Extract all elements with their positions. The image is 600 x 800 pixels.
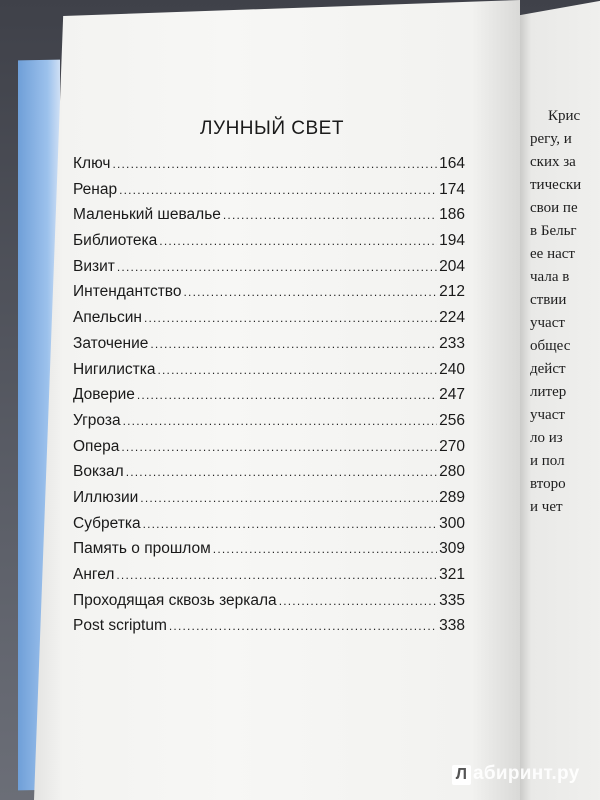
toc-entry-page: 204: [439, 257, 465, 275]
toc-entry-page: 240: [439, 360, 465, 378]
right-page-line: участ: [530, 315, 565, 331]
toc-entry: [73, 228, 465, 254]
labirint-logo-icon: Л: [452, 765, 471, 785]
toc-entry-page: 186: [439, 206, 465, 224]
toc-leader-dots: [116, 563, 437, 589]
toc-leader-dots: [150, 332, 437, 358]
toc-entry: [73, 279, 465, 305]
toc-entry-page: 321: [439, 566, 465, 583]
right-page-line: тически: [530, 177, 582, 193]
toc-leader-dots: [279, 589, 437, 615]
toc-entry-page: 194: [439, 232, 465, 250]
toc-entry-title: Проходящая сквозь зеркала: [73, 591, 277, 609]
right-page-line: участ: [530, 407, 565, 423]
right-page-line: литер: [530, 384, 567, 400]
toc-entry-page: 256: [439, 411, 465, 429]
toc-entry-title: Ключ: [73, 155, 111, 172]
toc-entry: [73, 434, 465, 460]
toc-leader-dots: [140, 486, 437, 512]
toc-entry: [73, 408, 465, 434]
right-page-text: [530, 105, 600, 519]
toc-leader-dots: [119, 178, 437, 204]
right-page-line: регу, и: [530, 131, 572, 147]
toc-entry-title: Нигилистка: [73, 360, 156, 378]
right-page-line: в Бельг: [530, 223, 577, 239]
toc-entry-title: Интендантство: [73, 283, 182, 301]
toc-entry-title: Ангел: [73, 566, 115, 583]
toc-entry-page: 247: [439, 386, 465, 404]
toc-leader-dots: [184, 280, 438, 306]
toc-leader-dots: [213, 537, 437, 563]
toc-leader-dots: [223, 203, 437, 229]
toc-entry-title: Визит: [73, 257, 115, 275]
toc-entry-page: 335: [439, 591, 465, 609]
toc-entry-page: 164: [439, 155, 465, 172]
toc-entry: [73, 613, 465, 639]
right-page-line: ло из: [530, 430, 563, 446]
toc-entry: [73, 382, 465, 408]
table-of-contents: [73, 118, 465, 639]
toc-entry-title: Апельсин: [73, 309, 142, 327]
toc-entry: [73, 305, 465, 331]
toc-entry-title: Вокзал: [73, 463, 124, 481]
right-page-line: ее наст: [530, 246, 575, 262]
right-page-line: и чет: [530, 499, 563, 515]
toc-entry: [73, 357, 465, 383]
toc-entry: [73, 536, 465, 562]
toc-entry-title: Иллюзии: [73, 488, 139, 506]
toc-title: ЛУННЫЙ СВЕТ: [200, 118, 344, 139]
toc-entry: [73, 331, 465, 357]
toc-entry-page: 289: [439, 488, 465, 506]
toc-entry-title: Библиотека: [73, 232, 158, 250]
toc-leader-dots: [157, 358, 437, 384]
toc-entry: [73, 562, 465, 588]
labirint-watermark: [452, 763, 580, 785]
right-page-line: чала в: [530, 269, 570, 285]
toc-entry-page: 174: [439, 180, 465, 198]
toc-entry-page: 224: [439, 309, 465, 327]
toc-entry-page: 212: [439, 283, 465, 301]
toc-entry: [73, 202, 465, 228]
right-page-line: ствии: [530, 292, 567, 308]
right-page-line: дейст: [530, 361, 566, 377]
right-page-line: свои пе: [530, 200, 578, 216]
toc-entry-page: 270: [439, 437, 465, 455]
toc-entry-page: 280: [439, 463, 465, 481]
watermark-text: абиринт.ру: [473, 763, 580, 784]
toc-entry: [73, 151, 465, 177]
right-page-line: ских за: [530, 154, 576, 170]
right-page-line: Крис: [548, 108, 581, 124]
toc-entry: [73, 254, 465, 280]
toc-entry-title: Субретка: [73, 514, 141, 532]
toc-entry-page: 300: [439, 514, 465, 532]
toc-entry-page: 233: [439, 334, 465, 352]
toc-list: [73, 151, 465, 639]
toc-entry-title: Доверие: [73, 386, 135, 404]
right-page-line: второ: [530, 476, 566, 492]
toc-entry: [73, 511, 465, 537]
toc-entry-title: Маленький шевалье: [73, 206, 221, 224]
toc-leader-dots: [126, 460, 437, 486]
right-page-line: и пол: [530, 453, 565, 469]
toc-leader-dots: [143, 512, 438, 538]
toc-leader-dots: [121, 435, 437, 461]
toc-entry-title: Угроза: [73, 411, 121, 429]
toc-entry-title: Post scriptum: [73, 617, 167, 635]
toc-leader-dots: [112, 152, 437, 178]
toc-leader-dots: [137, 383, 437, 409]
toc-leader-dots: [117, 255, 437, 281]
toc-leader-dots: [144, 306, 437, 332]
toc-entry: [73, 459, 465, 485]
toc-entry-title: Ренар: [73, 180, 118, 198]
toc-entry-page: 309: [439, 540, 465, 558]
toc-entry: [73, 485, 465, 511]
toc-entry-title: Опера: [73, 437, 120, 455]
toc-entry-page: 338: [439, 617, 465, 635]
right-page-line: общес: [530, 338, 571, 354]
toc-entry: [73, 588, 465, 614]
toc-leader-dots: [169, 614, 437, 640]
toc-entry: [73, 177, 465, 203]
toc-entry-title: Память о прошлом: [73, 540, 211, 558]
toc-leader-dots: [123, 409, 438, 435]
toc-entry-title: Заточение: [73, 334, 149, 352]
toc-leader-dots: [159, 229, 437, 255]
